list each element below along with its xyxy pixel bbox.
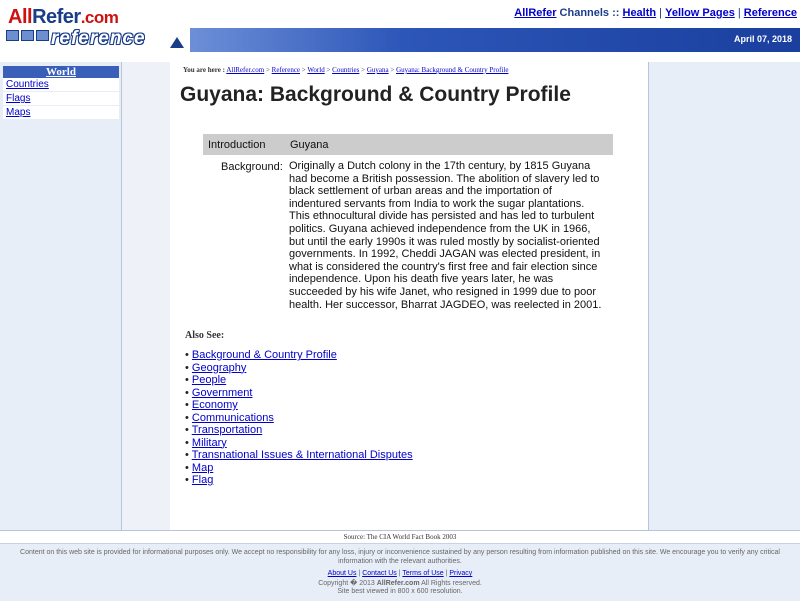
breadcrumb-countries[interactable]: Countries (332, 66, 360, 74)
channels-label: Channels :: (556, 7, 623, 19)
left-sidebar (0, 62, 122, 530)
channel-yellow-pages-link[interactable]: Yellow Pages (665, 7, 735, 19)
channels-brand-link[interactable]: AllRefer (514, 7, 557, 19)
allrefer-logo[interactable] (6, 4, 184, 48)
link-background-profile[interactable]: Background & Country Profile (191, 349, 337, 361)
list-item: • Flag (185, 474, 214, 486)
breadcrumb: You are here : AllRefer.com > Reference > World > Countries > Guyana > Guyana: Background & Country Profile (183, 66, 509, 74)
link-transportation[interactable]: Transportation (191, 424, 263, 436)
logo-reference: reference (51, 28, 146, 49)
world-heading-link[interactable]: World (46, 66, 76, 78)
list-item: • Government (185, 386, 253, 399)
header-bar (190, 28, 800, 52)
best-viewed-note: Site best viewed in 800 x 600 resolution. (337, 588, 463, 595)
link-geography[interactable]: Geography (191, 361, 247, 374)
also-see-list (185, 349, 413, 487)
terms-of-use-link[interactable]: Terms of Use (402, 570, 444, 577)
list-item: • Geography (185, 361, 247, 374)
channels-separator: | (734, 7, 744, 19)
header-date: April 07, 2018 (733, 34, 792, 44)
logo-triangle-icon (170, 37, 184, 48)
breadcrumb-guyana[interactable]: Guyana (366, 66, 389, 74)
list-item: • Map (185, 461, 214, 474)
background-text: Originally a Dutch colony in the 17th century, by 1815 Guyana had become a British possession. The abolition of slavery led to black settlement of urban areas and the importation of indentured servants from India to work the sugar plantations. This ethnocultural divide has persisted and has led to turbulent politics. Guyana achieved independence from the UK in 1966, but until the early 1990s it was ruled mostly by socialist-oriented governments. In 1992, Cheddi JAGAN was elected president, in what is considered the country's first free and fair election since independence. Upon his death five years later, he was succeeded by his wife Janet, who resigned in 1999 due to poor health. Her successor, Bharrat JAGDEO, was reelected in 2001. (289, 160, 602, 311)
logo-part-all: All (8, 6, 33, 28)
link-flag[interactable]: Flag (191, 474, 214, 486)
logo-part-refer: Refer (32, 6, 81, 28)
link-government[interactable]: Government (191, 386, 253, 399)
source-note: Source: The CIA World Fact Book 2003 (0, 530, 800, 543)
disclaimer (0, 548, 800, 566)
list-item: • Transnational Issues & International Disputes (185, 449, 413, 461)
disclaimer-line-1: Content on this web site is provided for informational purposes only. We accept no responsibility for any loss, injury or inconvenience sustained by any person resulting from information published on this site. We encourage you to verify any critical (20, 549, 780, 556)
world-nav (3, 66, 119, 120)
breadcrumb-current[interactable]: Guyana: Background & Country Profile (396, 66, 509, 74)
breadcrumb-prefix: You are here : (183, 66, 225, 74)
background-label: Background: (221, 161, 283, 173)
channel-reference-link[interactable]: Reference (743, 7, 797, 19)
list-item: • Background & Country Profile (185, 349, 337, 361)
disclaimer-line-2: information with the relevant authorities. (338, 558, 462, 565)
link-map[interactable]: Map (191, 461, 214, 474)
introduction-label: Introduction (208, 139, 266, 151)
page-footer (0, 543, 800, 601)
list-item: • Economy (185, 399, 238, 411)
breadcrumb-reference[interactable]: Reference (271, 66, 301, 74)
sidebar-item-countries[interactable]: Countries (6, 79, 49, 90)
right-sidebar (648, 62, 800, 530)
privacy-link[interactable]: Privacy (449, 570, 473, 577)
sidebar-item-flags[interactable]: Flags (6, 93, 31, 104)
channels-nav (514, 7, 797, 19)
about-us-link[interactable]: About Us (327, 570, 357, 577)
also-see-heading: Also See: (185, 330, 225, 341)
introduction-country: Guyana (290, 139, 329, 151)
copyright-brand: AllRefer.com (376, 580, 420, 587)
list-item: • Military (185, 436, 227, 449)
copyright (0, 579, 800, 587)
copyright-prefix: Copyright � 2013 (318, 580, 377, 587)
contact-us-link[interactable]: Contact Us (362, 570, 397, 577)
logo-squares-icon (6, 30, 49, 41)
link-transnational-issues[interactable]: Transnational Issues & International Disputes (191, 449, 413, 461)
list-item: • Transportation (185, 424, 263, 436)
link-communications[interactable]: Communications (191, 411, 274, 424)
footer-links: About Us | Contact Us | Terms of Use | Privacy (327, 570, 473, 577)
logo-wordmark (8, 6, 118, 29)
list-item: • People (185, 374, 227, 386)
link-economy[interactable]: Economy (191, 399, 238, 411)
link-military[interactable]: Military (191, 436, 227, 449)
channel-health-link[interactable]: Health (622, 7, 657, 19)
copyright-suffix: All Rights reserved. (419, 580, 482, 587)
page-title: Guyana: Background & Country Profile (180, 83, 571, 106)
breadcrumb-allrefer[interactable]: AllRefer.com (226, 66, 265, 74)
breadcrumb-world[interactable]: World (307, 66, 325, 74)
introduction-row (203, 134, 613, 155)
list-item: • Communications (185, 411, 274, 424)
channels-separator: | (656, 7, 666, 19)
logo-part-com: .com (80, 8, 119, 27)
sidebar-item-maps[interactable]: Maps (6, 107, 31, 118)
link-people[interactable]: People (191, 374, 227, 386)
